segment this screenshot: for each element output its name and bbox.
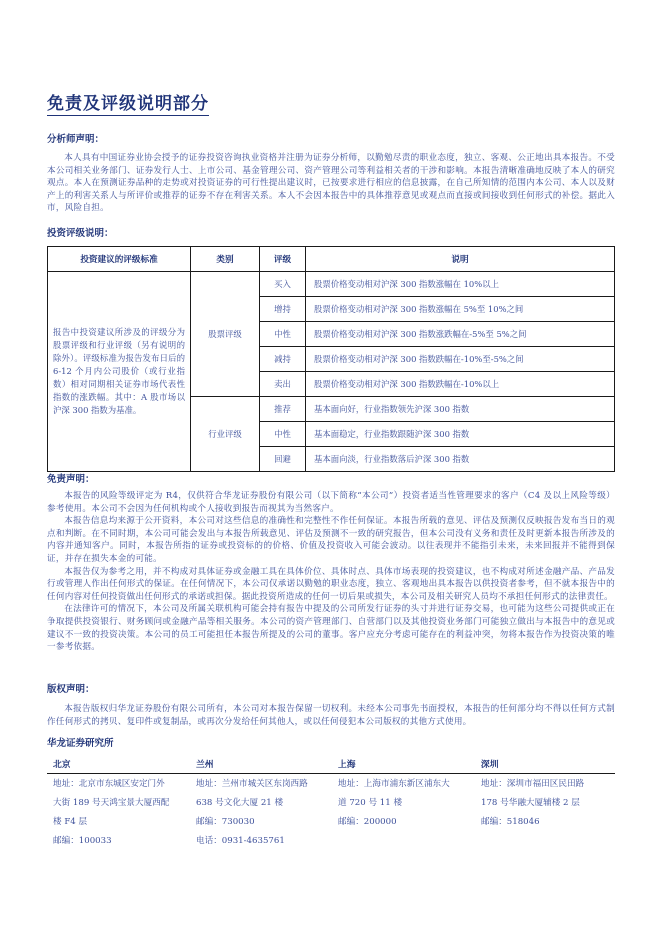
rating-standard-text: 报告中投资建议所涉及的评级分为股票评级和行业评级（另有说明的除外）。评级标准为报告发布日后的 6-12 个月内公司股价（或行业指数）相对同期相关证券市场代表性指数的涨跌幅。其中：A 股市场以沪深 300 指数为基准。 <box>48 272 191 472</box>
stock-rating-category: 股票评级 <box>191 272 260 397</box>
institute-heading: 华龙证券研究所 <box>47 738 114 749</box>
office-shanghai <box>332 774 475 851</box>
rating-description: 基本面向淡，行业指数落后沪深 300 指数 <box>306 447 615 472</box>
rating-table-header <box>48 247 615 272</box>
office-details-row <box>47 774 615 851</box>
rating-description: 基本面向好，行业指数领先沪深 300 指数 <box>306 397 615 422</box>
office-line: 邮编：518046 <box>481 817 540 827</box>
rating-description: 股票价格变动相对沪深 300 指数涨幅在 10%以上 <box>306 272 615 297</box>
office-shenzhen <box>475 774 615 851</box>
office-addresses <box>47 757 615 851</box>
rating-label: 回避 <box>260 447 306 472</box>
office-city: 兰州 <box>195 760 214 770</box>
rating-label: 减持 <box>260 347 306 372</box>
rating-label: 买入 <box>260 272 306 297</box>
disclaimer-paragraph: 在法律许可的情况下，本公司及所属关联机构可能会持有报告中提及的公司所发行证券的头寸并进行证券交易，也可能为这些公司提供或正在争取提供投资银行、财务顾问或金融产品等相关服务。本公司的资产管理部门、自营部门以及其他投资业务部门可能独立做出与本报告中的意见或建议不一致的投资决策。本公司的员工可能担任本报告所提及的公司的董事。客户应充分考虑可能存在的利益冲突，勿将本报告作为投资决策的唯一参考依据。 <box>47 604 615 653</box>
rating-description: 股票价格变动相对沪深 300 指数跌幅在-10%至-5%之间 <box>306 347 615 372</box>
office-line: 地址：北京市东城区安定门外 <box>53 779 165 789</box>
disclaimer-paragraph: 本报告仅为参考之用，并不构成对具体证券或金融工具在具体价位、具体时点、具体市场表现的投资建议，也不构成对所述金融产品、产品发行或管理人作出任何形式的保证。在任何情况下，本公司仅承诺以勤勉的职业态度，独立、客观地出具本报告以供投资者参考，但不就本报告中的任何内容对任何投资做出任何形式的承诺或担保。据此投资所造成的任何一切后果或损失，本公司及相关研究人员均不承担任何形式的法律责任。 <box>47 566 615 602</box>
office-line: 地址：深圳市福田区民田路 <box>481 779 585 789</box>
office-line: 大街 189 号天鸿宝景大厦西配 <box>53 798 170 808</box>
office-line: 地址：上海市浦东新区浦东大 <box>338 779 450 789</box>
office-line: 邮编：100033 <box>53 836 112 846</box>
office-line: 邮编：200000 <box>338 817 397 827</box>
rating-label: 增持 <box>260 297 306 322</box>
office-line: 178 号华融大厦辅楼 2 层 <box>481 798 580 808</box>
rating-label: 中性 <box>260 422 306 447</box>
rating-description: 股票价格变动相对沪深 300 指数跌幅在-10%以上 <box>306 372 615 397</box>
analyst-statement <box>47 152 615 215</box>
rating-description: 股票价格变动相对沪深 300 指数涨跌幅在-5%至 5%之间 <box>306 322 615 347</box>
office-city: 深圳 <box>480 760 499 770</box>
copyright-text: 本报告版权归华龙证券股份有限公司所有，本公司对本报告保留一切权利。未经本公司事先书面授权，本报告的任何部分均不得以任何方式制作任何形式的拷贝、复印件或复制品，或再次分发给任何其他人，或以任何侵犯本公司版权的其他方式使用。 <box>47 704 615 727</box>
copyright-body <box>47 703 615 728</box>
rating-label: 卖出 <box>260 372 306 397</box>
office-city: 上海 <box>337 760 356 770</box>
analyst-text: 本人具有中国证券业协会授予的证券投资咨询执业资格并注册为证券分析师，以勤勉尽责的职业态度，独立、客观、公正地出具本报告。不受本公司相关业务部门、证券发行人士、上市公司、基金管理公司、资产管理公司等利益相关者的干涉和影响。本报告清晰准确地反映了本人的研究观点。本人在预测证券品种的走势或对投资证券的可行性提出建议时，已按要求进行相应的信息披露，在自己所知情的范围内本公司、本人以及财产上的利害关系人与所评价或推荐的证券不存在利害关系。本人不会因本报告中的具体推荐意见或观点而直接或间接收到任何形式的补偿。据此入市，风险自担。 <box>47 153 615 214</box>
office-line: 楼 F4 层 <box>53 817 88 827</box>
rating-heading: 投资评级说明： <box>47 228 114 239</box>
office-beijing <box>47 774 190 851</box>
header-rating: 评级 <box>260 247 306 272</box>
office-line: 638 号文化大厦 21 楼 <box>196 798 284 808</box>
header-category: 类别 <box>191 247 260 272</box>
office-line: 邮编：730030 <box>196 817 255 827</box>
disclaimer-body <box>47 490 615 654</box>
rating-label: 中性 <box>260 322 306 347</box>
analyst-heading: 分析师声明： <box>47 134 105 145</box>
rating-label: 推荐 <box>260 397 306 422</box>
industry-rating-category: 行业评级 <box>191 397 260 472</box>
rating-description: 股票价格变动相对沪深 300 指数涨幅在 5%至 10%之间 <box>306 297 615 322</box>
page-title: 免责及评级说明部分 <box>47 94 209 114</box>
office-line: 地址：兰州市城关区东岗西路 <box>196 779 308 789</box>
office-lanzhou <box>190 774 332 851</box>
rating-description: 基本面稳定，行业指数跟随沪深 300 指数 <box>306 422 615 447</box>
disclaimer-paragraph: 本报告信息均来源于公开资料，本公司对这些信息的准确性和完整性不作任何保证。本报告所载的意见、评估及预测仅反映报告发布当日的观点和判断。在不同时期，本公司可能会发出与本报告所载意见、评估及预测不一致的研究报告，但本公司没有义务和责任及时更新本报告所涉及的内容并通知客户。同时，本报告所指的证券或投资标的的价格、价值及投资收入可能会波动。以往表现并不能指引未来，未来回报并不能得到保证，并存在损失本金的可能。 <box>47 516 615 564</box>
disclaimer-heading: 免责声明： <box>47 474 95 485</box>
office-line: 电话：0931-4635761 <box>196 836 285 846</box>
copyright-heading: 版权声明： <box>47 684 95 695</box>
office-city-row <box>47 757 615 774</box>
office-city: 北京 <box>53 760 71 770</box>
header-description: 说明 <box>306 247 615 272</box>
header-standard: 投资建议的评级标准 <box>48 247 191 272</box>
disclaimer-paragraph: 本报告的风险等级评定为 R4，仅供符合华龙证券股份有限公司（以下简称“本公司”）投资者适当性管理要求的客户（C4 及以上风险等级）参考使用。本公司不会因为任何机构或个人接收到报告而视其为当然客户。 <box>47 491 615 514</box>
rating-table <box>47 246 615 472</box>
table-row <box>48 272 615 297</box>
office-line: 道 720 号 11 楼 <box>338 798 403 808</box>
